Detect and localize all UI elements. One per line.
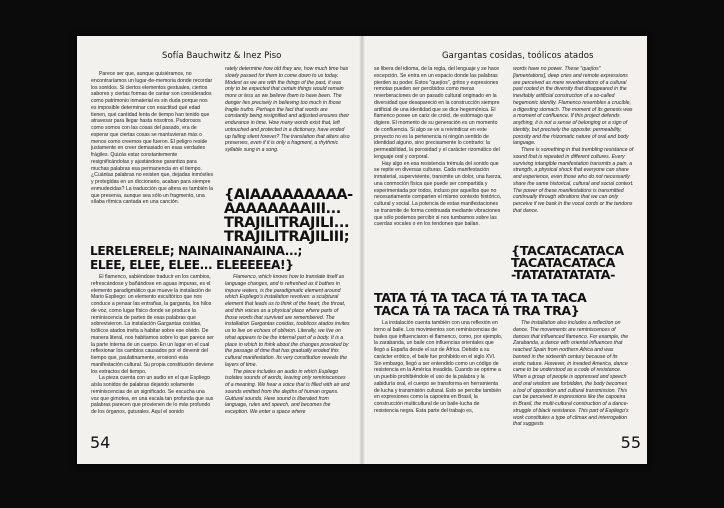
large-text-line: TRAJILITRAJILIII; <box>224 229 350 245</box>
large-text-line: LERELERELE; NAINAINANAINA...; <box>90 244 302 258</box>
paragraph: The installation also includes a reflection on dance. The movements are reminiscences of dances that influenced flamenco. For example, the Zarabanda, a dance with oriental influences that reached Spain from northern Africa and was banned in the sixteenth century because of its erotic nature. However, in invaded America, dance came to be understood as a code of resistance. When a group of people is oppressed and speech and oral wisdom are forbidden, the body becomes a tool of opposition and cultural transmission. This can be perceived in expressions like the capoeira in Brasil, the multi-cultural construction of a dance-struggle of black resistance. This part of Espliego's work constitutes a type of climax and interrogation that suggests <box>513 320 629 428</box>
left-page-number: 54 <box>90 433 111 452</box>
left-page <box>77 36 362 464</box>
large-text-line: {TACATACATACA <box>511 244 624 259</box>
right-large-text-2 <box>374 291 586 317</box>
large-text-line: -TATATATATATA- <box>511 268 616 283</box>
right-page-number: 55 <box>620 433 641 452</box>
left-page-header: Sofía Bauchwitz & Inez Piso <box>162 51 282 61</box>
large-text-line: TACA TÁ TA TACA TÁ TRA TRA} <box>374 303 580 318</box>
paragraph: rately determine how old they are, how much time has slowly passed for them to come down to us today. Modest as we are with the things of the past, it was only to be expected that certain things would remain more or less as we believe them to have been. The danger lies precisely in believing too much in those fragile truths. Perhaps the fact that words are constantly being resignified and adjusted ensures their endurance in time. How many words exist that, left untouched and protected in a dictionary, have ended up falling silent forever? The translation that alters also preserves, even if it is only a fragment, a rhythmic syllable sung in a song. <box>225 66 350 153</box>
left-col-1-text-top <box>91 71 214 216</box>
book-spread <box>77 36 647 464</box>
paragraph: La pieza cuenta con un audio en el que Espliego aísla sonidos de palabras dejando solamente reminiscencias de un significado. Se escucha una voz que gimotea, en una escala tan profunda que sus palabras parecen que provienen de lo más profundo de los órganos, guturales. Aquí el sonido <box>91 375 214 415</box>
paragraph: words have no power. These "quejíos" [lamentations], deep cries and remote expressions are perceived as mere reverberations of a cultural past rooted in the diversity that disappeared in the inevitably artificial construction of a so-called hegemonic identity. Flamenco resembles a crucible, a digesting stomach. The moment of its genesis was a moment of confluence. If this project defends anything, it is not a sense of belonging or a sign of identity, but precisely the opposite: permeability, porosity and the rhizomatic nature of oral and body language. <box>513 66 633 147</box>
paragraph: El flamenco, sabiéndose traducir en los cambios, refrescándose y bañándose en aguas impuras, es el elemento paradigmático que mueve la instalación de Mario Espliego: un elemento escultórico que nos conduce a pensar las entrañas, la garganta, los hilos de voz, como lugar físico donde se produce la reminiscencia de partes de esas palabras que sobrevivieron. La instalación Gargantas cosidas, toólicos atados invita a habitar sobre ese olvido. De manera literal, nos habitamos sobre lo que parece ser la parte interna de un cuerpo. En un lugar en el cual reflexionar los cambios causados por el devenir del tiempo que, paulatinamente, erosionó esta manifestación cultural. Su propia constitución deviene los extractos del tiempo. <box>91 274 214 375</box>
right-page-header: Gargantas cosidas, toólicos atados <box>442 51 594 61</box>
paragraph: There is something in that trembling resistance of sound that is repeated in different cultures. Every surviving intangible manifestation transmits a pain, a strength, a physical shock that everyone can share and experience, even those who do not necessarily share the same historical, cultural and social context. The power of these manifestations is transmitted continually through vibrations that we can only perceive if we bask in the vocal cords or the tendons that dance. <box>513 147 634 214</box>
right-col-1-text-top <box>374 66 504 246</box>
book-gutter <box>359 36 365 464</box>
large-text-line: TACATACATACA <box>511 256 616 271</box>
paragraph: The piece includes an audio in which Espliego isolates sounds of words, leaving only reminiscences of a meaning. We hear a voice that is filled with air and sounds emitted from the depths of human organs. Guttural sounds. Here sound is liberated from language, rules and speech, and becomes the exception. We enter a space where <box>225 368 350 415</box>
right-col-2-text-bottom <box>513 320 630 444</box>
left-col-1-text-bottom <box>91 274 214 446</box>
large-text-line: AAAAAAAAIII... <box>224 201 341 217</box>
right-col-2-text-top <box>513 66 635 242</box>
paragraph: se libera del idioma, de la regla, del lenguaje y se hace excepción. Se entra en un espacio donde las palabras pierden su poder. Estos "quejíos", gritos y expresiones remotas pueden ser percibidos como meras reverberaciones de un pasado cultural originado en la diversidad que desapareció en la construcción siempre artificial de una identidad que se dice hegemónica. El flamenco posee un cariz de croicl, de estómago que digiere. El momento de su generación es un momento de confluencia. Si algo se ve a reivindicar en este proyecto no es la pertenencia ni ningún sentido de identidad alguno, sino precisamente lo contrario: la permeabilidad, la porosidad y el carácter rizomático del lenguaje oral y corporal. <box>374 66 500 160</box>
large-text-line: TRAJILITRAJILI... <box>224 215 350 231</box>
paragraph: Flamenco, which knows how to translate itself as language changes, and is refreshed as it bathes in impure waters, is the paradigmatic element around which Espliego's installation revolves: a sculptural element that leads us to think of the heart, the throat, and thin voices as a physical place where parts of those words that survived are remembered. The installation Gargantas cosidas, tooblicos atados invites us to live on echoes of oblivion. Literally, we live on what appears to be the internal part of a body. It is a place in which to think about the changes provoked by the passage of time that has gradually eroded this cultural manifestation. Its very constitution reveals the layers of time. <box>225 274 350 368</box>
left-col-2-text-bottom <box>225 274 351 454</box>
large-text-line: TATA TÁ TA TACA TÁ TA TA TACA <box>374 290 587 305</box>
left-large-text-2 <box>90 245 302 272</box>
left-large-text-1 <box>224 188 353 244</box>
paragraph: Hay algo en esa resistencia trémula del sonido que se repite en diversas culturas. Cada manifestación inmaterial, superviviente, transmite un dolor, una fuerza, una conmoción física que puede ser compartida y experimentada por todos, incluso por aquellos que no necesariamente comparten el mismo contexto histórico, cultural y social. La potencia de estas manifestaciones se transmite de forma continuada mediante vibraciones que sólo podemos percibir si nos tumbamos sobre las cuerdas vocales o en los tendones que bailan. <box>374 160 502 228</box>
large-text-line: {AIAAAAAAAAA- <box>224 187 353 203</box>
right-large-text-1 <box>511 246 624 282</box>
right-col-1-text-bottom <box>374 320 504 448</box>
right-page <box>362 36 647 464</box>
paragraph: Parece ser que, aunque quisiéramos, no encontraríamos un lugar-de-memoria donde recordar los sonidos. Si ciertos elementos gestuales, ciertos sabores y ciertas formas de cantar son considerados como patrimonio inmaterial es sin duda porque nos es imposible determinar con exactitud qué edad tienen, qué cantidad lenta de tiempo han tenido que atravesar para llegar hasta nosotros. Pudorosos como somos con las cosas del pasado, era de esperar que ciertas cosas se mantuvieran más o menos como creemos que fueron. El peligro reside justamente en creer demasiado en esas verdades frágiles. Quizás estar constantemente resignificándolas y ajustándose garantiza para muchas palabras esa permanencia en el tiempo. ¿Cuántas palabras no existen que, dejadas inmóviles y protegidas en un diccionario, acaban para siempre enmudecidas? La traducción que altera es también la que preserva, aunque sea sólo un fragmento, una sílaba rítmica cantada en una canción. <box>91 71 214 206</box>
paragraph: La instalación cuenta también con una reflexión en torno al baile. Los movimientos son reminiscencias de bailes que influenciaron el flamenco, como, por ejemplo, la zarabanda, un baile con influencias orientales que llegó a España desde el sur de África. Debido a su carácter erótico, el baile fue prohibido en el siglo XVI. Sin embargo, llegó a ser entendido como un código de resistencia en la América invadida. Cuando se oprime a un pueblo prohibiéndole el uso de la palabra y la sabiduría oral, el cuerpo se transforma en herramienta de lucha y transmisión cultural. Esto se percibe también en expresiones como la capoeira en Brasil, la construcción multicultural de un baile-lucha de resistencia negra. Esta parte del trabajo es, <box>374 320 503 414</box>
large-text-line: ELEE, ELEE, ELEE... ELEEEEEA!} <box>90 257 294 272</box>
